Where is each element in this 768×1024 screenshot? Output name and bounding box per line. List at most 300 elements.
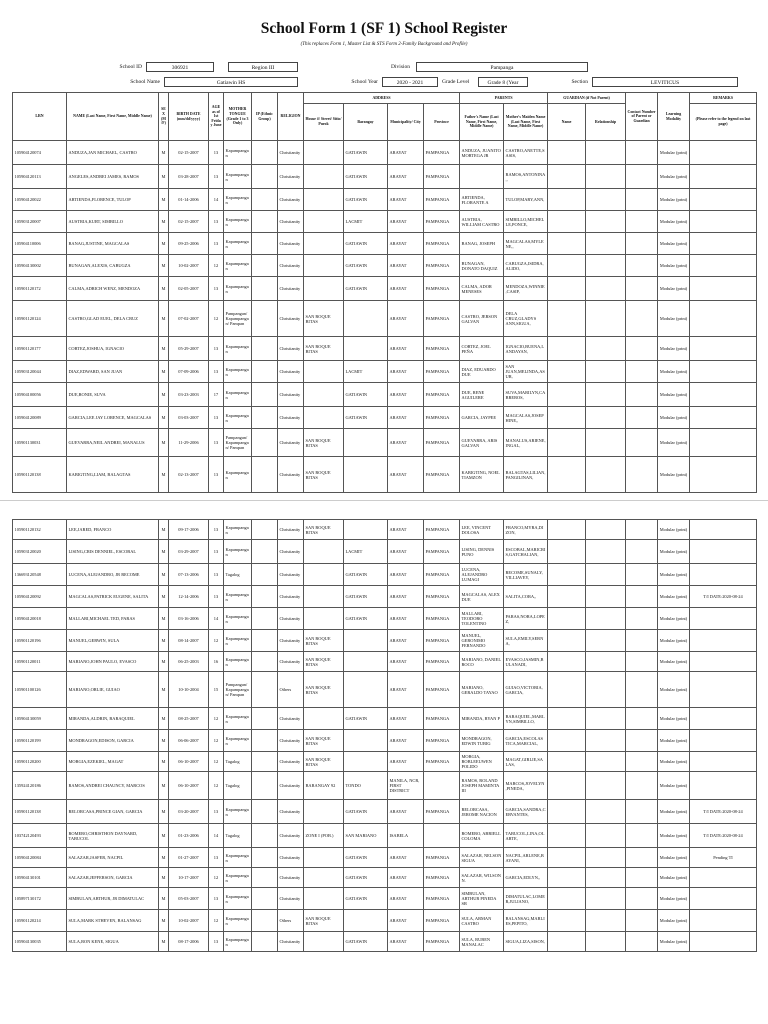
cell-municipality: ARAYAT	[388, 361, 424, 383]
cell-contact	[626, 141, 658, 165]
cell-age: 14	[209, 608, 224, 630]
cell-ip	[252, 730, 278, 752]
cell-religion: Christianity	[278, 429, 304, 457]
cell-birthdate: 03-20-2007	[169, 800, 209, 824]
cell-ip	[252, 407, 278, 429]
cell-mother-name: ESCOBAL,MARICRIS,GATCHALIAN,	[504, 540, 548, 564]
cell-remarks	[690, 932, 757, 952]
cell-ip	[252, 910, 278, 932]
cell-guardian-rel	[586, 383, 626, 407]
table-row	[13, 800, 757, 824]
cell-remarks	[690, 211, 757, 233]
cell-father-name: LISING, DENNIS PUNO	[460, 540, 504, 564]
cell-guardian-name	[548, 233, 586, 255]
cell-student-name: MIRANDA,ALDRIN, BARAQUIEL	[67, 708, 159, 730]
col-sex: SEX (M/F)	[159, 93, 169, 141]
section-value: LEVITICUS	[592, 77, 738, 87]
cell-modality: Modular (print)	[658, 189, 690, 211]
table-row	[13, 824, 757, 848]
cell-birthdate: 08-17-2006	[169, 932, 209, 952]
cell-barangay: GATIAWIN	[344, 888, 388, 910]
cell-municipality: ARAYAT	[388, 540, 424, 564]
table-row	[13, 848, 757, 868]
col-mother: Mother's Maiden Name (Last Name, First Name, Middle Name)	[504, 104, 548, 141]
cell-student-name: ROMERO,CHRISTHON DAYNARD, TABUCOL	[67, 824, 159, 848]
cell-house: SAN ROQUE BITAS	[304, 752, 344, 772]
cell-religion: Christianity	[278, 848, 304, 868]
cell-remarks	[690, 301, 757, 337]
region-label: Region III	[228, 62, 298, 72]
table-row	[13, 189, 757, 211]
cell-mother-name: MENDOZA,WINNIE,CASIP,	[504, 277, 548, 301]
cell-municipality: ARAYAT	[388, 910, 424, 932]
col-modality: Learning Modality	[658, 93, 690, 141]
cell-province: PAMPANGA	[424, 520, 460, 540]
cell-age: 13	[209, 457, 224, 493]
col-barangay: Barangay	[344, 104, 388, 141]
cell-barangay: GATIAWIN	[344, 141, 388, 165]
cell-father-name: ARTIENDA, FLORANTE A	[460, 189, 504, 211]
col-ip: IP (Ethnic Group)	[252, 93, 278, 141]
cell-religion: Christianity	[278, 165, 304, 189]
cell-remarks	[690, 730, 757, 752]
cell-guardian-name	[548, 141, 586, 165]
cell-guardian-rel	[586, 888, 626, 910]
cell-ip	[252, 672, 278, 708]
cell-modality: Modular (print)	[658, 277, 690, 301]
cell-religion: Christianity	[278, 233, 304, 255]
cell-mother-name: DIMATULAC,LOMER,JULIANO,	[504, 888, 548, 910]
cell-ip	[252, 520, 278, 540]
division-label: Division	[391, 64, 410, 70]
cell-guardian-rel	[586, 540, 626, 564]
school-name-value: Gatiawin HS	[164, 77, 298, 87]
cell-guardian-rel	[586, 429, 626, 457]
cell-municipality: ARAYAT	[388, 457, 424, 493]
cell-ip	[252, 457, 278, 493]
cell-birthdate: 01-27-2007	[169, 848, 209, 868]
cell-municipality: ARAYAT	[388, 564, 424, 586]
cell-student-name: LISING,CRIS DENNIEL, ESCOBAL	[67, 540, 159, 564]
cell-modality: Modular (print)	[658, 337, 690, 361]
cell-municipality: ARAYAT	[388, 586, 424, 608]
col-name: NAME (Last Name, First Name, Middle Name)	[67, 93, 159, 141]
cell-mother-name: IGNACIO,BUENA,LANDAYAN,	[504, 337, 548, 361]
cell-house	[304, 540, 344, 564]
cell-modality: Modular (print)	[658, 301, 690, 337]
cell-guardian-rel	[586, 608, 626, 630]
cell-remarks	[690, 540, 757, 564]
cell-barangay: GATIAWIN	[344, 564, 388, 586]
cell-remarks: T/I DATE:2020-08-24	[690, 586, 757, 608]
cell-sex: M	[159, 457, 169, 493]
cell-student-name: DIAZ,EDWARD, SAN JUAN	[67, 361, 159, 383]
cell-sex: M	[159, 211, 169, 233]
cell-province: PAMPANGA	[424, 165, 460, 189]
table-row	[13, 277, 757, 301]
cell-religion: Christianity	[278, 888, 304, 910]
cell-lrn: 105901120172	[13, 277, 67, 301]
cell-religion: Christianity	[278, 540, 304, 564]
cell-mother-tongue: Kapampangan	[224, 800, 252, 824]
cell-birthdate: 02-05-2007	[169, 277, 209, 301]
cell-guardian-name	[548, 586, 586, 608]
school-name-label: School Name	[130, 79, 160, 85]
cell-religion: Christianity	[278, 337, 304, 361]
cell-province: PAMPANGA	[424, 407, 460, 429]
cell-guardian-name	[548, 608, 586, 630]
cell-guardian-name	[548, 752, 586, 772]
cell-mother-tongue: Kapampangan	[224, 848, 252, 868]
cell-house	[304, 277, 344, 301]
cell-age: 14	[209, 189, 224, 211]
cell-contact	[626, 540, 658, 564]
cell-house	[304, 586, 344, 608]
cell-remarks: Pending TI	[690, 848, 757, 868]
cell-mother-tongue: Kapampangan	[224, 888, 252, 910]
cell-guardian-rel	[586, 211, 626, 233]
cell-guardian-name	[548, 824, 586, 848]
cell-sex: M	[159, 233, 169, 255]
cell-student-name: BANAG,JUSTINE, MAGCALAS	[67, 233, 159, 255]
cell-lrn: 105904110006	[13, 233, 67, 255]
cell-birthdate: 10-02-2007	[169, 910, 209, 932]
cell-age: 12	[209, 730, 224, 752]
cell-remarks	[690, 407, 757, 429]
cell-guardian-name	[548, 672, 586, 708]
cell-municipality: ARAYAT	[388, 383, 424, 407]
cell-remarks	[690, 189, 757, 211]
cell-province: PAMPANGA	[424, 255, 460, 277]
cell-guardian-name	[548, 772, 586, 800]
cell-mother-tongue: Tagalog	[224, 564, 252, 586]
cell-province: PAMPANGA	[424, 652, 460, 672]
page-break	[0, 500, 768, 501]
cell-house: SAN ROQUE BITAS	[304, 429, 344, 457]
cell-municipality: ARAYAT	[388, 255, 424, 277]
cell-guardian-rel	[586, 772, 626, 800]
cell-lrn: 105904100056	[13, 383, 67, 407]
cell-father-name: MARIANO, DANIEL ROCO	[460, 652, 504, 672]
cell-sex: M	[159, 708, 169, 730]
cell-sex: M	[159, 848, 169, 868]
cell-house	[304, 848, 344, 868]
cell-guardian-rel	[586, 824, 626, 848]
page-subtitle: (This replaces Form 1, Master List & STS Form 2-Family Background and Profile)	[300, 42, 468, 47]
cell-house	[304, 211, 344, 233]
cell-father-name: MIRANDA, RYAN P	[460, 708, 504, 730]
cell-house	[304, 407, 344, 429]
cell-barangay	[344, 337, 388, 361]
cell-guardian-name	[548, 255, 586, 277]
cell-barangay: LACMIT	[344, 211, 388, 233]
cell-province: PAMPANGA	[424, 672, 460, 708]
cell-ip	[252, 708, 278, 730]
cell-guardian-name	[548, 429, 586, 457]
cell-mother-name: SAN JUAN,MELINDA,ASUR,	[504, 361, 548, 383]
cell-guardian-name	[548, 277, 586, 301]
cell-birthdate: 10-17-2007	[169, 868, 209, 888]
cell-ip	[252, 752, 278, 772]
cell-student-name: SALAZAR,JEFFERSON, GARCIA	[67, 868, 159, 888]
table-row	[13, 868, 757, 888]
cell-guardian-rel	[586, 652, 626, 672]
cell-lrn: 105901120011	[13, 652, 67, 672]
cell-lrn: 105901130031	[13, 429, 67, 457]
cell-modality: Modular (print)	[658, 586, 690, 608]
cell-guardian-name	[548, 564, 586, 586]
cell-contact	[626, 255, 658, 277]
cell-province: PAMPANGA	[424, 630, 460, 652]
cell-modality: Modular (print)	[658, 233, 690, 255]
table-row	[13, 337, 757, 361]
cell-age: 13	[209, 233, 224, 255]
cell-religion: Christianity	[278, 824, 304, 848]
cell-sex: M	[159, 888, 169, 910]
cell-student-name: MAGCALAS,PATRICK EUGENE, SALITA	[67, 586, 159, 608]
cell-mother-name: MARCOS,JOVELYN,PINEDA,	[504, 772, 548, 800]
page-title: School Form 1 (SF 1) School Register	[260, 20, 508, 37]
cell-remarks	[690, 672, 757, 708]
cell-remarks	[690, 752, 757, 772]
cell-age: 12	[209, 772, 224, 800]
cell-remarks	[690, 888, 757, 910]
cell-remarks	[690, 165, 757, 189]
cell-sex: M	[159, 564, 169, 586]
cell-house	[304, 708, 344, 730]
cell-mother-tongue: Kapampangan	[224, 730, 252, 752]
cell-barangay	[344, 520, 388, 540]
cell-guardian-name	[548, 189, 586, 211]
cell-guardian-name	[548, 361, 586, 383]
cell-ip	[252, 383, 278, 407]
cell-birthdate: 09-25-2006	[169, 233, 209, 255]
cell-age: 13	[209, 337, 224, 361]
cell-student-name: MARIANO,ORLIE, GUIAO	[67, 672, 159, 708]
cell-guardian-rel	[586, 165, 626, 189]
register-table-page2	[12, 519, 757, 952]
cell-municipality: ARAYAT	[388, 932, 424, 952]
cell-province: PAMPANGA	[424, 301, 460, 337]
cell-province: PAMPANGA	[424, 564, 460, 586]
cell-modality: Modular (print)	[658, 932, 690, 952]
cell-guardian-rel	[586, 189, 626, 211]
cell-lrn: 103742120493	[13, 824, 67, 848]
table-row	[13, 708, 757, 730]
cell-contact	[626, 165, 658, 189]
cell-guardian-name	[548, 630, 586, 652]
cell-contact	[626, 189, 658, 211]
cell-sex: M	[159, 301, 169, 337]
cell-father-name: CASTRO, JERSON GALVAN	[460, 301, 504, 337]
cell-remarks: T/I DATE:2020-08-24	[690, 824, 757, 848]
cell-municipality: ARAYAT	[388, 429, 424, 457]
cell-mother-name: CABUGZA,ISIDRA,ALIDO,	[504, 255, 548, 277]
cell-mother-name: MAGCALAS,MYLENE,,	[504, 233, 548, 255]
cell-mother-name: TABUCOL,LINA,OLARTE,	[504, 824, 548, 848]
cell-sex: M	[159, 520, 169, 540]
cell-remarks	[690, 520, 757, 540]
table-row	[13, 608, 757, 630]
cell-province: PAMPANGA	[424, 141, 460, 165]
cell-barangay: SAN MARIANO	[344, 824, 388, 848]
cell-barangay: GATIAWIN	[344, 233, 388, 255]
cell-age: 15	[209, 672, 224, 708]
cell-house: SAN ROQUE BITAS	[304, 457, 344, 493]
cell-father-name: SULA, RUBEN MANALAC	[460, 932, 504, 952]
cell-remarks	[690, 708, 757, 730]
cell-contact	[626, 457, 658, 493]
cell-guardian-rel	[586, 337, 626, 361]
cell-province: PAMPANGA	[424, 233, 460, 255]
cell-ip	[252, 868, 278, 888]
cell-modality: Modular (print)	[658, 211, 690, 233]
cell-religion: Christianity	[278, 800, 304, 824]
cell-barangay: GATIAWIN	[344, 586, 388, 608]
cell-sex: M	[159, 652, 169, 672]
table-row	[13, 888, 757, 910]
cell-father-name: BANAG, JOSEPH	[460, 233, 504, 255]
cell-guardian-name	[548, 888, 586, 910]
cell-modality: Modular (print)	[658, 630, 690, 652]
cell-province: PAMPANGA	[424, 800, 460, 824]
cell-mother-name: RAMOS,ANTONINA,,	[504, 165, 548, 189]
cell-age: 17	[209, 383, 224, 407]
cell-mother-name: DELA CRUZ,GLADYS ANN,SIGUA,	[504, 301, 548, 337]
cell-mother-name: FRANCO,MYRA,DIZON,	[504, 520, 548, 540]
cell-age: 13	[209, 586, 224, 608]
cell-modality: Modular (print)	[658, 772, 690, 800]
cell-mother-name: BALANSAG,MARLIES,PEPITO,	[504, 910, 548, 932]
cell-lrn: 105901120138	[13, 457, 67, 493]
cell-contact	[626, 407, 658, 429]
cell-barangay: GATIAWIN	[344, 800, 388, 824]
table-row	[13, 429, 757, 457]
cell-age: 13	[209, 800, 224, 824]
cell-age: 13	[209, 540, 224, 564]
cell-student-name: SULA,RON KENE, SIGUA	[67, 932, 159, 952]
cell-guardian-name	[548, 520, 586, 540]
cell-guardian-name	[548, 730, 586, 752]
cell-student-name: SIMBULAN,ARTHUR, JR DIMATULAC	[67, 888, 159, 910]
cell-province	[424, 824, 460, 848]
cell-guardian-rel	[586, 848, 626, 868]
cell-modality: Modular (print)	[658, 361, 690, 383]
cell-lrn: 105904130035	[13, 932, 67, 952]
cell-birthdate: 03-23-2003	[169, 383, 209, 407]
cell-lrn: 105901120200	[13, 752, 67, 772]
cell-student-name: GUEVARRA,NEIL ANDREI, MANALUS	[67, 429, 159, 457]
cell-student-name: SULA,MARK STHEVEN, BALANSAG	[67, 910, 159, 932]
cell-barangay	[344, 730, 388, 752]
cell-lrn: 105903120020	[13, 540, 67, 564]
cell-ip	[252, 932, 278, 952]
cell-religion: Christianity	[278, 301, 304, 337]
cell-birthdate: 06-25-2003	[169, 652, 209, 672]
cell-ip	[252, 586, 278, 608]
cell-contact	[626, 910, 658, 932]
cell-mother-name: CASTRO,ANETTE,SASIS,	[504, 141, 548, 165]
cell-municipality: ARAYAT	[388, 800, 424, 824]
cell-guardian-name	[548, 337, 586, 361]
cell-modality: Modular (print)	[658, 564, 690, 586]
cell-birthdate: 11-29-2006	[169, 429, 209, 457]
cell-guardian-rel	[586, 672, 626, 708]
cell-remarks	[690, 652, 757, 672]
cell-contact	[626, 564, 658, 586]
cell-lrn: 105901120138	[13, 800, 67, 824]
cell-religion: Christianity	[278, 730, 304, 752]
cell-lrn: 105904120018	[13, 608, 67, 630]
cell-guardian-rel	[586, 407, 626, 429]
cell-barangay	[344, 301, 388, 337]
cell-mother-name: MAGCALAS,JOSEPHINE,,	[504, 407, 548, 429]
cell-student-name: MARIANO,JOHN PAULO, EVASCO	[67, 652, 159, 672]
cell-mother-name: GARCIA,EDLYN,,	[504, 868, 548, 888]
cell-modality: Modular (print)	[658, 255, 690, 277]
cell-mother-tongue: Kapampangan	[224, 708, 252, 730]
cell-guardian-rel	[586, 141, 626, 165]
cell-mother-tongue: Kapampangan	[224, 457, 252, 493]
cell-age: 12	[209, 301, 224, 337]
cell-birthdate: 07-02-2007	[169, 301, 209, 337]
cell-birthdate: 08-25-2007	[169, 708, 209, 730]
cell-lrn: 105904130059	[13, 708, 67, 730]
cell-mother-tongue: Kapampangan	[224, 141, 252, 165]
cell-modality: Modular (print)	[658, 652, 690, 672]
cell-mother-name: MANALUS,ARIENE,INGAL,	[504, 429, 548, 457]
cell-sex: M	[159, 277, 169, 301]
table-row	[13, 772, 757, 800]
cell-modality: Modular (print)	[658, 824, 690, 848]
cell-guardian-name	[548, 540, 586, 564]
cell-ip	[252, 277, 278, 301]
cell-student-name: BUNAGAN,ALEXIS, CABUGZA	[67, 255, 159, 277]
cell-lrn: 105901100126	[13, 672, 67, 708]
cell-guardian-name	[548, 407, 586, 429]
cell-modality: Modular (print)	[658, 752, 690, 772]
cell-contact	[626, 730, 658, 752]
cell-birthdate: 03-29-2007	[169, 540, 209, 564]
cell-guardian-name	[548, 932, 586, 952]
cell-barangay	[344, 457, 388, 493]
cell-age: 12	[209, 708, 224, 730]
cell-mother-tongue: Pampangan/ Kapampangan/ Pampan	[224, 429, 252, 457]
cell-modality: Modular (print)	[658, 708, 690, 730]
division-value: Pampanga	[416, 62, 588, 72]
cell-father-name: LUCENA, ALEJANDRO LUMAGI	[460, 564, 504, 586]
col-province: Province	[424, 104, 460, 141]
cell-remarks	[690, 772, 757, 800]
cell-age: 13	[209, 520, 224, 540]
cell-religion: Christianity	[278, 361, 304, 383]
cell-lrn: 105901120124	[13, 301, 67, 337]
cell-contact	[626, 277, 658, 301]
cell-municipality: ARAYAT	[388, 301, 424, 337]
cell-remarks	[690, 429, 757, 457]
cell-mother-name: NACPIL,ARLENE,BAYANI,	[504, 848, 548, 868]
table-row	[13, 407, 757, 429]
cell-student-name: ANGELES,ANDREI JAMES, RAMOS	[67, 165, 159, 189]
cell-guardian-name	[548, 868, 586, 888]
cell-mother-name: SALITA,CORA,,	[504, 586, 548, 608]
cell-father-name: MORGIA, ROBLEEUWEN POLIDO	[460, 752, 504, 772]
cell-barangay: GATIAWIN	[344, 932, 388, 952]
cell-contact	[626, 708, 658, 730]
cell-father-name: SALAZAR, WILSON N.	[460, 868, 504, 888]
cell-barangay: LACMIT	[344, 540, 388, 564]
table-row	[13, 564, 757, 586]
